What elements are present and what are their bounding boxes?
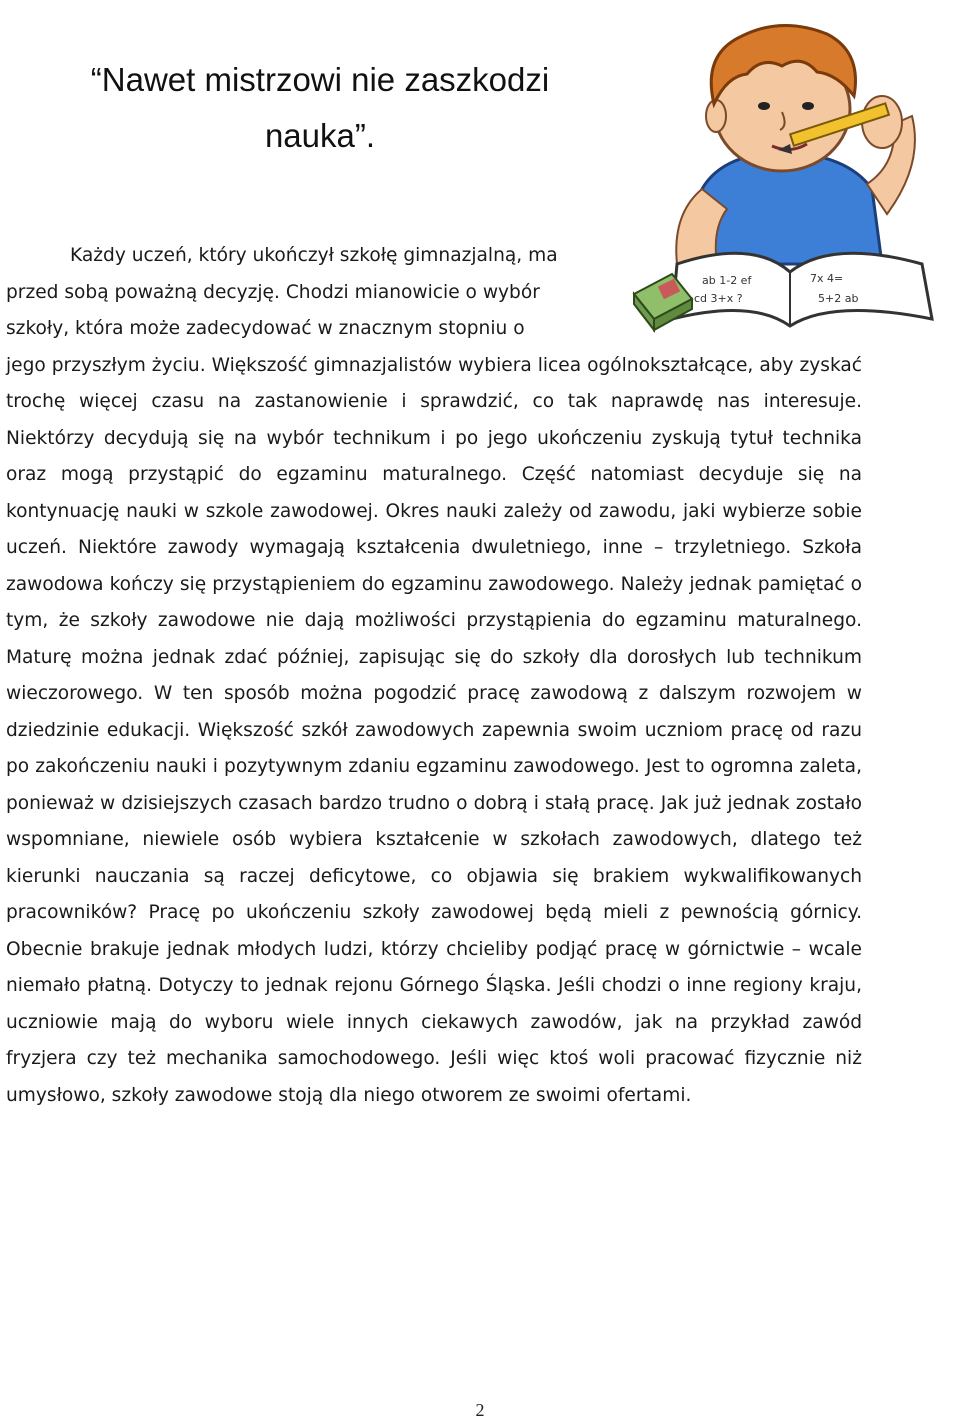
svg-text:5+2 ab: 5+2 ab xyxy=(818,292,859,305)
page-title xyxy=(40,52,600,164)
svg-text:7x 4=: 7x 4= xyxy=(810,272,844,285)
intro-line-2: przed sobą poważną decyzję. Chodzi mianowicie o wybór xyxy=(6,281,540,303)
intro-line-1: Każdy uczeń, który ukończył szkołę gimnazjalną, ma xyxy=(70,245,558,266)
title-line-2: nauka”. xyxy=(264,117,376,154)
page-number: 2 xyxy=(475,1400,485,1420)
body-text xyxy=(6,238,862,1114)
svg-text:cd 3+x ?: cd 3+x ? xyxy=(694,292,743,305)
title-line-1: “Nawet mistrzowi nie zaszkodzi xyxy=(90,61,550,98)
svg-text:ab 1-2 ef: ab 1-2 ef xyxy=(702,274,752,287)
main-paragraph: jego przyszłym życiu. Większość gimnazjalistów wybiera licea ogólnokształcące, aby zyskać trochę więcej czasu na zastanowienie i sprawdzić, co tak naprawdę nas interesuje. Niektórzy decydują się na wybór technikum i po jego ukończeniu zyskują tytuł technika oraz mogą przystąpić do egzaminu maturalnego. Część natomiast decyduje się na kontynuację nauki w szkole zawodowej. Okres nauki zależy od zawodu, jaki wybierze sobie uczeń. Niektóre zawody wymagają kształcenia dwuletniego, inne – trzyletniego. Szkoła zawodowa kończy się przystąpieniem do egzaminu zawodowego. Należy jednak pamiętać o tym, że szkoły zawodowe nie dają możliwości przystąpienia do egzaminu maturalnego. Maturę można jednak zdać później, zapisując się do szkoły dla dorosłych lub technikum wieczorowego. W ten sposób można pogodzić pracę zawodową z dalszym rozwojem w dziedzinie edukacji. Większość szkół zawodowych zapewnia swoim uczniom pracę od razu po zakończeniu nauki i pozytywnym zdaniu egzaminu zawodowego. Jest to ogromna zaleta, ponieważ w dzisiejszych czasach bardzo trudno o dobrą i stałą pracę. Jak już jednak zostało wspomniane, niewiele osób wybiera kształcenie w szkołach zawodowych, dlatego też kierunki nauczania są raczej deficytowe, co objawia się brakiem wykwalifikowanych pracowników? Pracę po ukończeniu szkoły zawodowej będą mieli z pewnością górnicy. Obecnie brakuje jednak młodych ludzi, którzy chcieliby podjąć pracę w górnictwie – wcale niemało płatną. Dotyczy to jednak rejonu Górnego Śląska. Jeśli chodzi o inne regiony kraju, uczniowie mają do wyboru wiele innych ciekawych zawodów, jak na przykład zawód fryzjera czy też mechanika samochodowego. Jeśli więc ktoś woli pracować fizycznie niż umysłowo, szkoły zawodowe stoją dla niego otworem ze swoimi ofertami. xyxy=(6,354,862,1106)
intro-line-3: szkoły, która może zadecydować w znacznym stopniu o xyxy=(6,318,525,339)
